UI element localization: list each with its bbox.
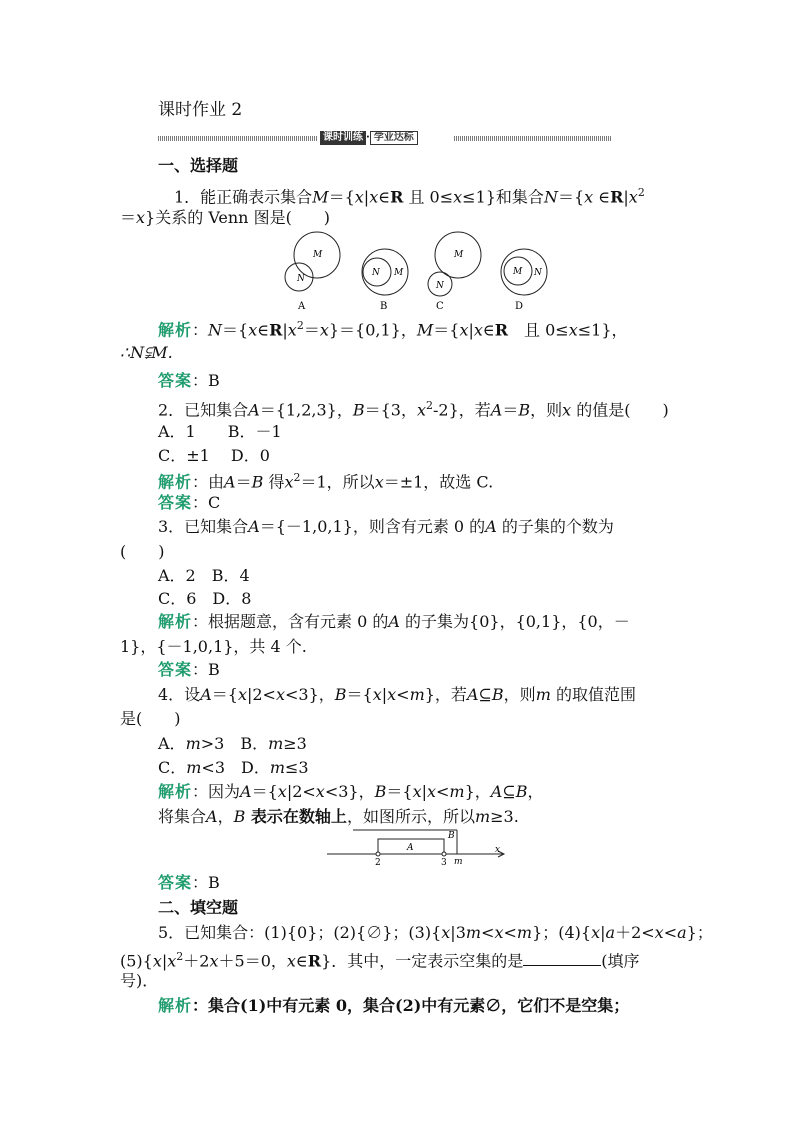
analysis-label: 解析 [158, 996, 193, 1015]
text: x [284, 472, 294, 492]
text: 且 0≤ [403, 187, 454, 207]
text: 的子集为{0}，{0,1}，{0，－ [399, 612, 630, 631]
text: x [319, 320, 329, 340]
page-title: 课时作业 2 [158, 100, 243, 120]
text: 得 [263, 472, 285, 492]
text: ＝{ [211, 685, 238, 704]
venn-b-m-label: M [394, 268, 404, 278]
text: m [185, 734, 201, 753]
text: ＝{ [346, 685, 373, 704]
text: ＝±1，故选 C. [383, 472, 494, 492]
text: ∈ [482, 320, 495, 340]
q1-stem-line2 [120, 207, 330, 229]
text: m [269, 758, 286, 777]
text: |3 [450, 923, 466, 942]
text: ≤3 [285, 758, 309, 777]
text: x [591, 923, 601, 942]
q3-analysis-line2: 1}，{－1,0,1}，共 4 个. [120, 637, 307, 656]
text: ＋5＝0， [218, 951, 287, 971]
text: ＝ [235, 472, 252, 492]
text: ＝ [120, 208, 137, 227]
text: 且 0≤ [508, 320, 569, 340]
text: ＋2 [183, 951, 210, 971]
text: ≥3 [283, 734, 307, 753]
q2-analysis [158, 467, 493, 493]
text: ＝{ [433, 320, 460, 340]
analysis-label: 解析 [158, 472, 193, 492]
text: 表示在数轴上 [245, 807, 347, 826]
text: 1．能正确表示集合 [174, 187, 313, 207]
set-b-label: B [448, 831, 455, 841]
text: ＝ [502, 400, 519, 420]
text: M [312, 187, 329, 207]
text: ：B [192, 873, 220, 892]
venn-b-option-label: B [380, 301, 388, 312]
open-point-2 [376, 852, 380, 856]
text: m [449, 782, 465, 801]
text: <3}， [324, 782, 375, 801]
text: ≤1}和集合 [462, 187, 544, 207]
text: A [248, 517, 260, 536]
text: ＝{－1,0,1}，则含有元素 0 的 [259, 517, 486, 536]
text: ：根据题意，含有元素 0 的 [192, 612, 389, 631]
text: A [490, 400, 503, 420]
text: }， [464, 782, 491, 801]
text: m [535, 685, 551, 704]
text: x [453, 187, 463, 207]
set-a-label: A [407, 843, 414, 853]
q1-conclusion: ∴N⫋M. [120, 343, 173, 362]
text: ⊆ [502, 782, 516, 801]
text: A． [158, 734, 186, 753]
text: ⊆ [478, 685, 492, 704]
text: R [307, 951, 322, 971]
analysis-label: 解析 [158, 320, 193, 340]
text: A [240, 782, 252, 801]
q2-answer [158, 492, 220, 514]
text: | [282, 320, 288, 340]
text: ：由 [192, 472, 225, 492]
text: ： [192, 320, 209, 340]
analysis-label: 解析 [158, 612, 193, 631]
text: 5．已知集合：(1){0}；(2){∅}；(3){ [158, 923, 442, 942]
text: < [396, 685, 410, 704]
text: ∈ [295, 951, 308, 971]
text: ，则 [503, 685, 536, 704]
q3-stem-line2: ( ) [120, 542, 165, 561]
text: x [494, 923, 504, 942]
banner-dot: · [366, 132, 370, 143]
text: m [516, 923, 533, 942]
text: ：因为 [192, 782, 241, 801]
text: m [474, 807, 491, 826]
text: 3．已知集合 [158, 517, 249, 536]
text: A [200, 685, 212, 704]
q3-analysis [158, 611, 630, 633]
text: a [677, 923, 687, 942]
text: | [600, 923, 606, 942]
venn-a-option-label: A [298, 301, 306, 312]
text: R [610, 187, 624, 207]
text: x [248, 320, 258, 340]
q2-stem [158, 395, 669, 421]
answer-label: 答案 [158, 371, 193, 390]
text: ＝{3， [364, 400, 417, 420]
text: R [494, 320, 509, 340]
text: ，如图所示，所以 [346, 807, 475, 826]
text: 2．已知集合 [158, 400, 249, 420]
text: <3}， [284, 685, 335, 704]
text: | [468, 320, 474, 340]
text: ＝1，所以 [300, 472, 375, 492]
text: m [465, 923, 482, 942]
banner-rule-left [158, 136, 318, 141]
text: }，若 [424, 685, 467, 704]
text: | [421, 782, 427, 801]
q2-options-1: A．1 B．－1 [158, 422, 282, 441]
text: ：B [192, 371, 220, 390]
text: 的取值范围 [550, 685, 636, 704]
text: N [208, 320, 223, 340]
venn-c-option-label: C [436, 301, 444, 312]
text: < [436, 782, 450, 801]
text: x [275, 685, 285, 704]
text: (5){ [120, 951, 153, 971]
q4-options-1 [158, 733, 307, 755]
venn-a-n-label: N [297, 274, 305, 284]
text: ＝{ [251, 782, 278, 801]
venn-diagrams [270, 228, 570, 314]
text: x [354, 187, 364, 207]
text: <3 D． [201, 758, 270, 777]
text: ＝{ [386, 782, 413, 801]
venn-a-m-label: M [313, 250, 323, 260]
q1-stem-line1 [174, 182, 645, 208]
text: A [388, 612, 400, 631]
text: x [136, 208, 146, 227]
open-point-3 [442, 852, 446, 856]
text: x [562, 400, 572, 420]
text: }＝{0,1}， [328, 320, 417, 340]
text: B [251, 472, 264, 492]
text: < [663, 923, 678, 942]
text: | [623, 187, 629, 207]
q5-stem [158, 922, 713, 944]
text: 2 [637, 186, 645, 199]
answer-blank[interactable] [523, 951, 601, 966]
text: ＝{ [328, 187, 355, 207]
text: x [628, 187, 638, 207]
venn-d-n-label: N [534, 268, 542, 278]
q4-options-2 [158, 757, 309, 779]
section-choice-heading: 一、选择题 [158, 156, 239, 175]
analysis-label: 解析 [158, 782, 193, 801]
q4-stem [158, 684, 636, 706]
venn-d-option-label: D [515, 301, 524, 312]
text: x [315, 782, 325, 801]
text: x [277, 782, 287, 801]
section-banner [158, 131, 612, 145]
text: ， [527, 782, 544, 801]
text: x [286, 951, 296, 971]
text: x [473, 320, 483, 340]
tick-label-m: m [454, 857, 463, 867]
text: ∈ [257, 320, 270, 340]
text: 2 [296, 319, 304, 332]
text: }．其中，一定表示空集的是 [321, 951, 524, 971]
q3-answer [158, 659, 220, 681]
text: ：集合(1)中有元素 0，集合(2)中有元素∅，它们不是空集； [192, 996, 630, 1015]
text: x [459, 320, 469, 340]
text: ＝{ [222, 320, 249, 340]
text: 2 [293, 471, 301, 484]
text: B [334, 685, 347, 704]
text: m [186, 758, 202, 777]
answer-label: 答案 [158, 493, 193, 512]
text: A [248, 400, 260, 420]
q3-options-2: C．6 D．8 [158, 589, 252, 608]
text: x [369, 187, 379, 207]
text: < [503, 923, 517, 942]
text: x [374, 472, 384, 492]
text: ＋2< [615, 923, 655, 942]
number-line-figure [325, 826, 515, 868]
banner-left-text: 课时训练 [320, 131, 366, 145]
q4-analysis-line2 [158, 806, 519, 828]
text: A [224, 472, 236, 492]
q3-stem [158, 516, 614, 538]
text: A [490, 782, 503, 801]
text: C． [158, 758, 187, 777]
q1-analysis [158, 315, 628, 341]
text: x [209, 951, 219, 971]
text: A [206, 807, 218, 826]
tick-label-2: 2 [375, 858, 381, 868]
q2-options-2: C．±1 D．0 [158, 446, 270, 465]
venn-d-m-label: M [513, 267, 523, 277]
text: x [287, 320, 297, 340]
text: x [152, 951, 162, 971]
text: (填序 [601, 951, 640, 971]
text: 2 [176, 950, 184, 963]
text: A [485, 517, 497, 536]
text: ≤1}， [577, 320, 628, 340]
text: }关系的 Venn 图是( ) [145, 208, 331, 227]
text: < [481, 923, 495, 942]
tick-label-3: 3 [441, 858, 447, 868]
text: B [518, 400, 531, 420]
text: | [161, 951, 168, 971]
text: N [543, 187, 558, 207]
answer-label: 答案 [158, 873, 193, 892]
text: ∈ [378, 187, 391, 207]
text: }； [686, 923, 713, 942]
text: B [374, 782, 387, 801]
text: |2< [246, 685, 276, 704]
text: x [654, 923, 664, 942]
text: ∈ [593, 187, 611, 207]
text: B [491, 685, 504, 704]
q4-analysis [158, 781, 544, 803]
text: x [584, 187, 594, 207]
q4-stem-line2: 是( ) [120, 709, 181, 728]
text: 的子集的个数为 [496, 517, 614, 536]
text: ＝ [303, 320, 320, 340]
text: M [416, 320, 434, 340]
venn-c-n-label: N [436, 281, 444, 291]
text: ，则 [530, 400, 563, 420]
q3-options-1: A．2 B．4 [158, 566, 250, 585]
text: B [352, 400, 365, 420]
text: x [412, 782, 422, 801]
text: x [568, 320, 578, 340]
text: m [409, 685, 425, 704]
venn-c-m-label: M [454, 250, 464, 260]
text: R [390, 187, 404, 207]
text: 2 [426, 399, 433, 412]
q5-stem-line3: 号)． [120, 971, 159, 990]
text: x [237, 685, 247, 704]
q1-answer [158, 370, 220, 392]
text: -2}，若 [433, 400, 491, 420]
text: ：C [192, 493, 221, 512]
text: }；(4){ [532, 923, 592, 942]
text: B [233, 807, 246, 826]
text: ＝{ [557, 187, 585, 207]
text: B [515, 782, 528, 801]
text: m [268, 734, 284, 753]
text: 4．设 [158, 685, 201, 704]
text: 的值是( ) [571, 400, 669, 420]
text: x [426, 782, 437, 801]
text: | [363, 187, 370, 207]
section-fill-heading: 二、填空题 [158, 898, 239, 917]
q4-answer [158, 872, 220, 894]
text: ＝{1,2,3}， [259, 400, 353, 420]
text: R [269, 320, 283, 340]
text: A [466, 685, 479, 704]
text: x [372, 685, 382, 704]
text: |2< [286, 782, 316, 801]
banner-rule-right [454, 136, 612, 141]
text: x [167, 951, 177, 971]
text: ， [217, 807, 234, 826]
text: 将集合 [158, 807, 207, 826]
q5-stem-line2 [120, 946, 640, 972]
text: x [416, 400, 426, 420]
text: x [387, 685, 397, 704]
text: ≥3. [490, 807, 519, 826]
answer-label: 答案 [158, 660, 193, 679]
text: a [605, 923, 616, 942]
text: ：B [192, 660, 220, 679]
banner-right-text: 学业达标 [370, 131, 418, 145]
venn-b-n-label: N [372, 268, 380, 278]
text: x [441, 923, 451, 942]
axis-x-label: x [495, 845, 501, 855]
q5-analysis [158, 995, 629, 1017]
text: >3 B． [200, 734, 269, 753]
banner-tag [320, 131, 452, 145]
text: | [381, 685, 388, 704]
